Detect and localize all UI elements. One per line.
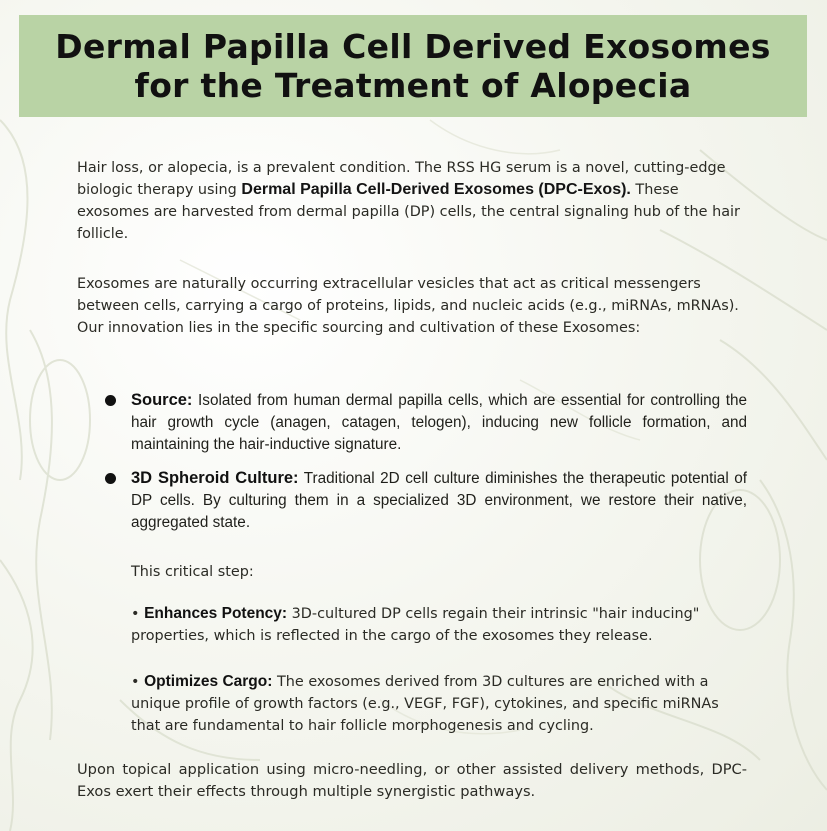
- exosomes-paragraph: Exosomes are naturally occurring extracellular vesicles that act as critical messengers between cells, carrying a cargo of proteins, lipids, and nucleic acids (e.g., miRNAs, mRNAs). Our innovation lies in the specific sourcing and cultivation of these Exosomes:: [77, 276, 739, 336]
- closing-paragraph: Upon topical application using micro-needling, or other assisted delivery methods, DPC-Exos exert their effects through multiple synergistic pathways.: [77, 761, 747, 800]
- sub-point-bullet: •: [131, 674, 145, 690]
- page-title-line-2: for the Treatment of Alopecia: [134, 66, 692, 105]
- intro-text-before: Hair loss, or alopecia, is a prevalent condition. The RSS HG serum is a novel, cutting-edge biologic therapy using: [77, 160, 726, 198]
- bullet-3d-text: Traditional 2D cell culture diminishes the therapeutic potential of DP cells. By culturing them in a specialized 3D environment, we restore their native, aggregated state.: [131, 470, 747, 531]
- bullet-source: [131, 389, 747, 456]
- sub-point-text: The exosomes derived from 3D cultures are enriched with a unique profile of growth factors (e.g., VEGF, FGF), cytokines, and specific miRNAs that are fundamental to hair follicle morphogenesis and cycling.: [131, 674, 719, 734]
- intro-text-after: These exosomes are harvested from dermal papilla (DP) cells, the central signaling hub of the hair follicle.: [77, 182, 740, 242]
- title-banner: [19, 15, 807, 117]
- bullet-3d-label: 3D Spheroid Culture:: [131, 469, 299, 487]
- intro-paragraph: [77, 157, 747, 245]
- sub-point-optimizes-cargo: [131, 671, 751, 737]
- bullet-source-label: Source:: [131, 391, 193, 409]
- sub-point-label: Optimizes Cargo:: [144, 673, 273, 690]
- bullet-dot: [105, 395, 116, 406]
- sub-point-text: 3D-cultured DP cells regain their intrinsic "hair inducing" properties, which is reflected in the cargo of the exosomes they release.: [131, 606, 700, 644]
- page-title-line-1: Dermal Papilla Cell Derived Exosomes: [55, 27, 771, 66]
- sub-point-bullet: •: [131, 606, 145, 622]
- bullet-3d-spheroid: [131, 467, 747, 534]
- bullet-dot: [105, 473, 116, 484]
- bullet-source-text: Isolated from human dermal papilla cells, which are essential for controlling the hair growth cycle (anagen, catagen, telogen), inducing new follicle formation, and maintaining the hair-inductive signature.: [131, 392, 747, 453]
- critical-step-label: This critical step:: [131, 564, 254, 580]
- sub-point-label: Enhances Potency:: [144, 605, 288, 622]
- intro-bold-term: Dermal Papilla Cell-Derived Exosomes (DPC-Exos).: [241, 181, 631, 198]
- sub-point-enhances-potency: [131, 603, 751, 647]
